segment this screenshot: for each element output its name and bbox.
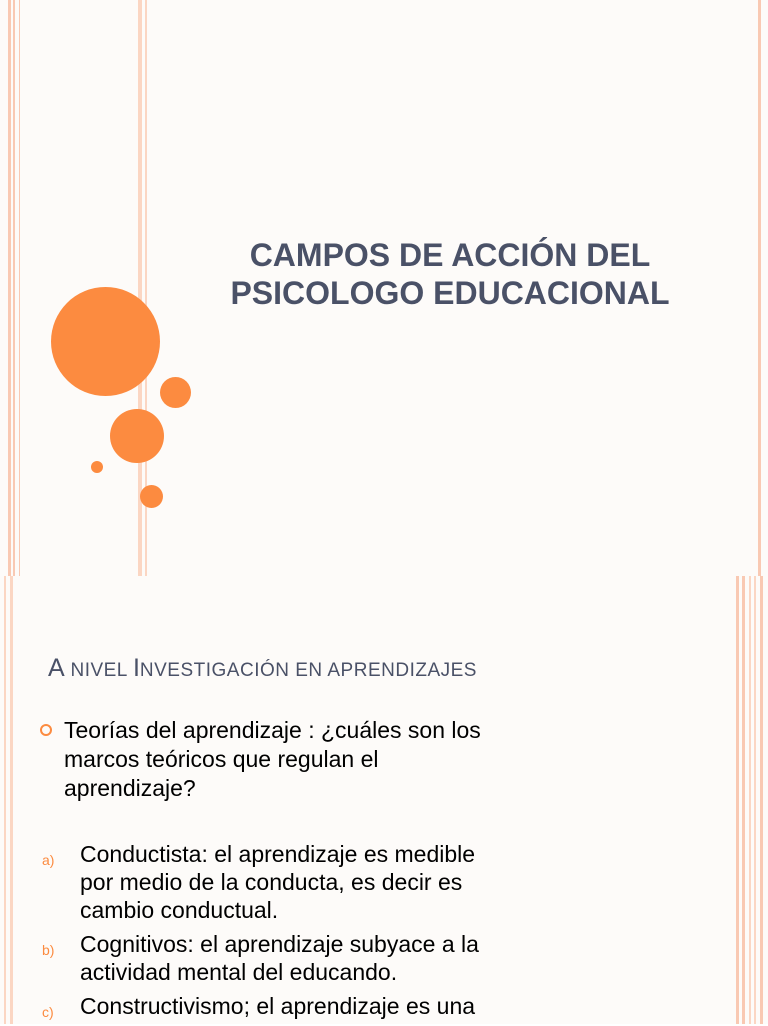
- right-accent-stripe: [754, 576, 756, 1024]
- list-line: cambio conductual.: [80, 897, 279, 923]
- alpha-list: [40, 840, 560, 1026]
- list-line: Conductista: el aprendizaje es medible: [80, 841, 476, 867]
- left-accent-stripe: [8, 0, 11, 576]
- title-small-caps: NIVEL: [64, 660, 133, 681]
- list-marker: c): [42, 1004, 54, 1020]
- left-accent-stripe: [13, 0, 15, 576]
- bullet-line: Teorías del aprendizaje : ¿cuáles son los: [64, 717, 481, 743]
- left-accent-stripe: [10, 576, 13, 1024]
- list-line: actividad mental del educando.: [80, 959, 398, 985]
- right-accent-stripe: [749, 576, 751, 1024]
- right-accent-stripe: [760, 576, 763, 1024]
- list-marker: b): [42, 942, 55, 958]
- ring-bullet-icon: [40, 724, 52, 736]
- list-marker: a): [42, 852, 55, 868]
- slide-title: [200, 236, 700, 312]
- list-line: por medio de la conducta, es decir es: [80, 869, 463, 895]
- title-small-caps: NVESTIGACIÓN EN APRENDIZAJES: [139, 660, 477, 681]
- decorative-circle-tiny: [91, 461, 103, 473]
- bullet-line: marcos teóricos que regulan el: [64, 746, 379, 772]
- decorative-circle-large: [51, 287, 160, 396]
- bullet-line: aprendizaje?: [64, 775, 196, 801]
- list-line: Constructivismo; el aprendizaje es una: [80, 993, 476, 1019]
- title-cap: I: [132, 654, 140, 682]
- list-item: [40, 840, 560, 924]
- slide-title-line1: CAMPOS DE ACCIÓN DEL: [249, 237, 651, 273]
- right-accent-stripe: [758, 0, 761, 576]
- slide-title-line2: PSICOLOGO EDUCACIONAL: [230, 275, 670, 311]
- bullet-list: [40, 716, 560, 803]
- left-accent-stripe: [19, 0, 20, 576]
- decorative-circle-small: [160, 377, 191, 408]
- right-accent-stripe: [736, 576, 739, 1024]
- list-item: [40, 930, 560, 986]
- content-slide-title: [48, 654, 477, 683]
- bullet-item: [40, 716, 560, 803]
- left-accent-stripe: [4, 576, 6, 1024]
- right-accent-stripe: [742, 576, 745, 1024]
- title-cap: A: [48, 654, 65, 682]
- decorative-circle-small: [140, 485, 163, 508]
- decorative-circle-medium: [110, 409, 164, 463]
- list-item: [40, 992, 560, 1020]
- list-line: Cognitivos: el aprendizaje subyace a la: [80, 931, 479, 957]
